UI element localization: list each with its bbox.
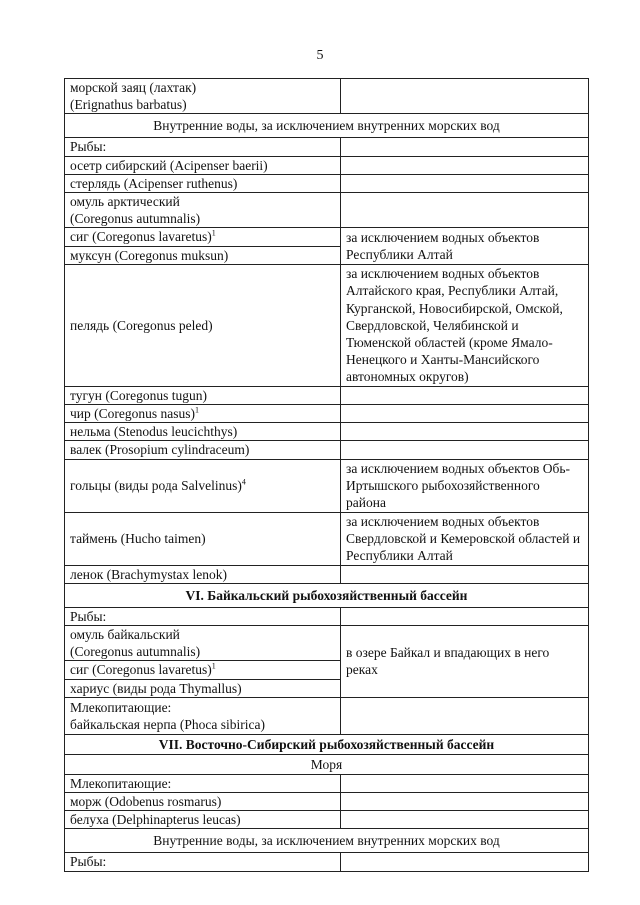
table-cell — [65, 228, 341, 246]
category-label: Рыбы: — [65, 853, 341, 871]
species-name: валек (Prosopium cylindraceum) — [65, 441, 341, 459]
species-name: морж (Odobenus rosmarus) — [65, 793, 341, 811]
category-label: Рыбы: — [65, 607, 341, 625]
note-cell: в озере Байкал и впадающих в него реках — [341, 626, 589, 698]
table-cell — [341, 441, 589, 459]
table-cell — [341, 774, 589, 792]
note-cell: за исключением водных объектов Обь-Иртышского рыбохозяйственного района — [341, 459, 589, 512]
table-cell — [341, 138, 589, 156]
table-cell — [341, 193, 589, 228]
table-cell — [65, 405, 341, 423]
subsection-header: Моря — [65, 754, 589, 774]
table-cell — [341, 405, 589, 423]
species-table — [64, 78, 589, 872]
category-label: Рыбы: — [65, 138, 341, 156]
species-latin: (Coregonus autumnalis) — [70, 211, 201, 227]
species-name: хариус (виды рода Thymallus) — [65, 679, 341, 697]
table-cell — [65, 661, 341, 679]
section-header: Внутренние воды, за исключением внутренних морских вод — [65, 114, 589, 138]
category-label: Млекопитающие: — [70, 699, 172, 715]
table-cell — [341, 79, 589, 114]
species-name: байкальская нерпа (Phoca sibirica) — [70, 716, 266, 732]
note-cell: за исключением водных объектов Алтайского края, Республики Алтай, Курганской, Новосибирской, Омской, Свердловской, Челябинской и Тюменской областей (кроме Ямало-Ненецкого и Ханты-Мансийского автономных округов) — [341, 264, 589, 386]
species-name: морской заяц (лахтак) — [70, 80, 197, 95]
table-cell — [341, 853, 589, 871]
species-name: чир (Coregonus nasus) — [70, 406, 196, 422]
table-cell — [65, 626, 341, 661]
table-cell — [341, 156, 589, 174]
species-name: осетр сибирский (Acipenser baerii) — [65, 156, 341, 174]
table-cell — [341, 565, 589, 583]
species-name: пелядь (Coregonus peled) — [65, 264, 341, 386]
species-name: гольцы (виды рода Salvelinus) — [70, 478, 242, 494]
species-name: муксун (Coregonus muksun) — [65, 246, 341, 264]
footnote-mark: 1 — [195, 405, 200, 415]
species-name: омуль арктический — [70, 194, 180, 210]
section-header: VI. Байкальский рыбохозяйственный бассейн — [65, 583, 589, 607]
table-cell — [65, 193, 341, 228]
species-latin: (Coregonus autumnalis) — [70, 644, 201, 660]
footnote-mark: 4 — [241, 477, 246, 487]
species-name: белуха (Delphinapterus leucas) — [65, 811, 341, 829]
table-cell — [341, 386, 589, 404]
table-cell — [341, 793, 589, 811]
species-name: нельма (Stenodus leucichthys) — [65, 423, 341, 441]
footnote-mark: 1 — [211, 661, 216, 671]
section-header: Внутренние воды, за исключением внутренних морских вод — [65, 829, 589, 853]
species-name: сиг (Coregonus lavaretus) — [70, 662, 212, 678]
table-cell — [341, 423, 589, 441]
table-cell — [65, 79, 341, 114]
species-name: ленок (Brachymystax lenok) — [65, 565, 341, 583]
species-name: омуль байкальский — [70, 627, 180, 643]
table-cell — [341, 811, 589, 829]
note-cell: за исключением водных объектов Свердловской и Кемеровской областей и Республики Алтай — [341, 512, 589, 565]
species-name: тугун (Coregonus tugun) — [65, 386, 341, 404]
species-name: стерлядь (Acipenser ruthenus) — [65, 174, 341, 192]
category-label: Млекопитающие: — [65, 774, 341, 792]
species-name: таймень (Hucho taimen) — [65, 512, 341, 565]
table-cell — [65, 697, 341, 734]
table-cell — [65, 459, 341, 512]
note-cell: за исключением водных объектов Республики Алтай — [341, 228, 589, 264]
page-number: 5 — [316, 48, 324, 63]
table-cell — [341, 607, 589, 625]
table-cell — [341, 697, 589, 734]
footnote-mark: 1 — [211, 228, 216, 238]
table-cell — [341, 174, 589, 192]
species-name: сиг (Coregonus lavaretus) — [70, 229, 212, 245]
species-latin: (Erignathus barbatus) — [70, 97, 187, 113]
section-header: VII. Восточно-Сибирский рыбохозяйственный бассейн — [65, 734, 589, 754]
